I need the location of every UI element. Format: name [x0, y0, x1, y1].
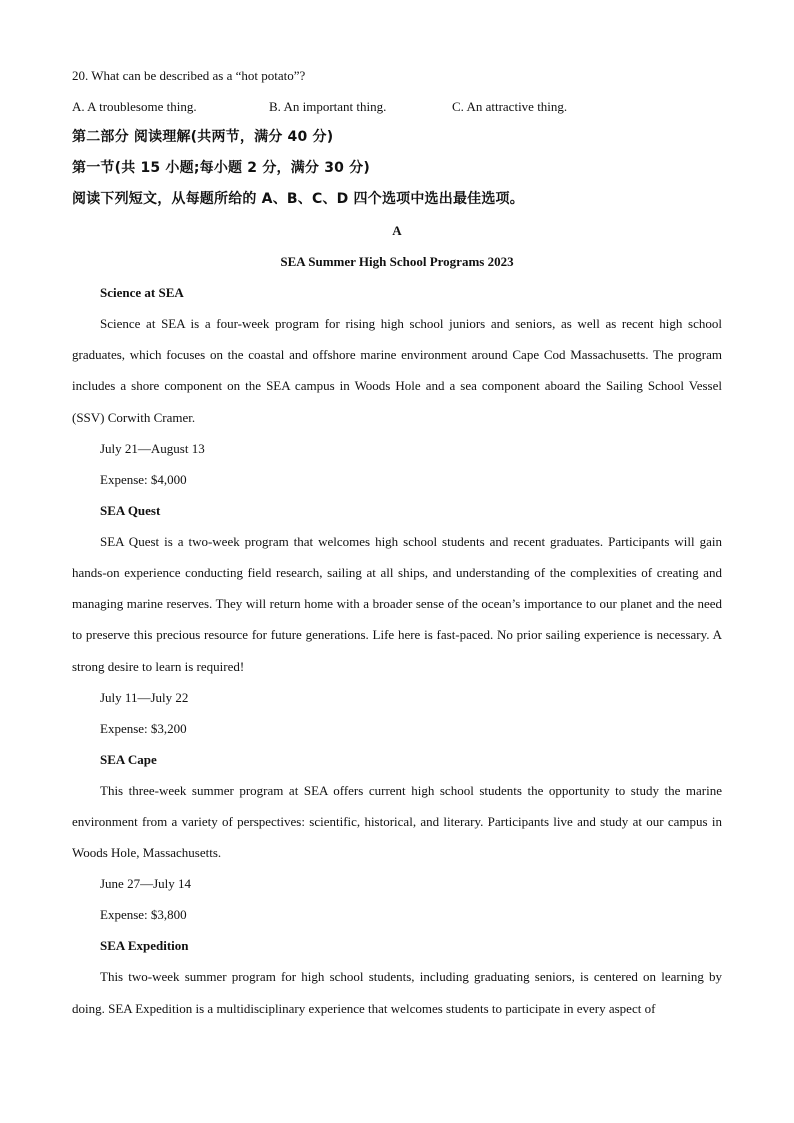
passage-title: SEA Summer High School Programs 2023 — [280, 254, 514, 269]
program-dates: June 27—July 14 — [100, 876, 191, 892]
option-c: C. An attractive thing. — [452, 99, 568, 114]
subsection-heading: 第一节(共 15 小题;每小题 2 分，满分 30 分) — [72, 160, 370, 176]
program-description: This three-week summer program at SEA offers current high school students the opportunity to study the marine environment from a variety of perspectives: scientific, historical, and literary. Participants live and study at our campus in Woods Hole, Massachusetts. — [72, 782, 722, 861]
question-stem: 20. What can be described as a “hot potato”? — [72, 68, 306, 83]
answer-options — [72, 91, 722, 122]
instruction: 阅读下列短文，从每题所给的 A、B、C、D 四个选项中选出最佳选项。 — [72, 191, 524, 207]
program-name: SEA Expedition — [100, 938, 189, 954]
program-dates: July 11—July 22 — [100, 689, 189, 705]
part-heading: 第二部分 阅读理解(共两节，满分 40 分) — [72, 129, 334, 145]
program-name: SEA Quest — [100, 502, 161, 518]
program-expense: Expense: $3,800 — [100, 907, 187, 923]
option-b: B. An important thing. — [269, 99, 387, 114]
exam-page — [72, 60, 722, 1024]
passage-letter: A — [392, 223, 402, 238]
program-dates: July 21—August 13 — [100, 440, 205, 456]
program-name: Science at SEA — [100, 285, 184, 300]
program-description: This two-week summer program for high school students, including graduating seniors, is centered on learning by doing. SEA Expedition is a multidisciplinary experience that welcomes students to participate in every aspect of — [72, 969, 722, 1016]
program-expense: Expense: $3,200 — [100, 720, 187, 736]
program-description: SEA Quest is a two-week program that welcomes high school students and recent graduates. Participants will gain hands-on experience conducting field research, sailing at all ships, and understanding of the complexities of creating and managing marine reserves. They will return home with a broader sense of the ocean’s importance to our planet and the need to preserve this precious resource for future generations. Life here is fast-paced. No prior sailing experience is necessary. A strong desire to learn is required! — [72, 533, 722, 674]
program-expense: Expense: $4,000 — [100, 471, 187, 487]
option-a: A. A troublesome thing. — [72, 99, 197, 114]
program-description: Science at SEA is a four-week program for rising high school juniors and seniors, as well as recent high school graduates, which focuses on the coastal and offshore marine environment around Cape Cod Massachusetts. The program includes a shore component on the SEA campus in Woods Hole and a sea component aboard the Sailing School Vessel (SSV) Corwith Cramer. — [72, 316, 722, 425]
program-name: SEA Cape — [100, 751, 157, 767]
